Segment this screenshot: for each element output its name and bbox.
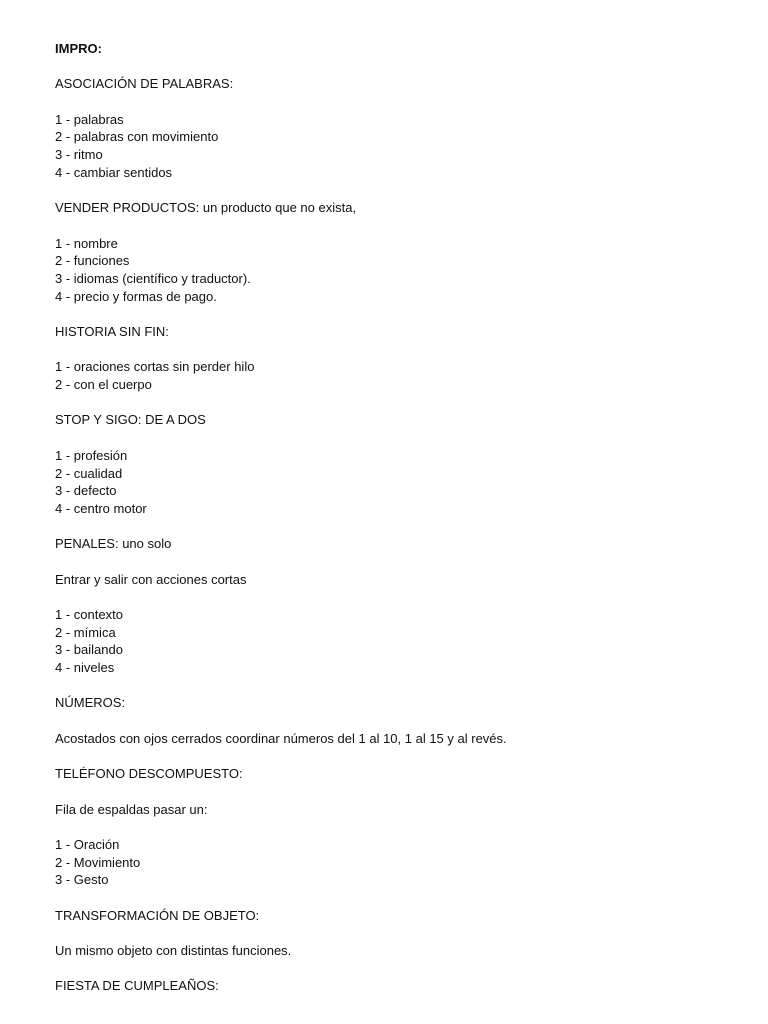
spacer [55,429,745,447]
list-item: 1 - nombre [55,235,118,251]
spacer [55,748,745,766]
list-item: 1 - Oración [55,836,120,852]
section-heading: TELÉFONO DESCOMPUESTO: [55,766,243,782]
list-item: 2 - con el cuerpo [55,377,152,393]
section-note: Acostados con ojos cerrados coordinar números del 1 al 10, 1 al 15 y al revés. [55,730,507,746]
section-heading: STOP Y SIGO: DE A DOS [55,412,206,428]
spacer [55,924,745,942]
section-heading: FIESTA DE CUMPLEAÑOS: [55,978,219,994]
spacer [55,58,745,76]
list-item: 3 - Gesto [55,872,109,888]
spacer [55,553,745,571]
spacer [55,889,745,907]
spacer [55,783,745,801]
section-note: Un mismo objeto con distintas funciones. [55,943,292,959]
spacer [55,305,745,323]
list-item: 1 - profesión [55,447,128,463]
list-item: 2 - funciones [55,253,130,269]
document-title: IMPRO: [55,41,102,56]
spacer [55,341,745,359]
list-item: 2 - palabras con movimiento [55,129,219,145]
section-heading: HISTORIA SIN FIN: [55,324,169,339]
section-heading: NÚMEROS: [55,695,126,711]
list-item: 4 - centro motor [55,500,147,516]
list-item: 1 - palabras [55,111,124,127]
list-item: 4 - cambiar sentidos [55,164,173,180]
spacer [55,677,745,695]
spacer [55,394,745,412]
spacer [55,712,745,730]
section-heading: ASOCIACIÓN DE PALABRAS: [55,76,234,92]
section-heading: PENALES: uno solo [55,536,172,552]
list-item: 3 - defecto [55,483,117,499]
list-item: 3 - bailando [55,642,123,658]
section-note: Fila de espaldas pasar un: [55,801,208,817]
spacer [55,518,745,536]
spacer [55,818,745,836]
section-note: Entrar y salir con acciones cortas [55,571,247,587]
spacer [55,217,745,235]
list-item: 3 - idiomas (científico y traductor). [55,270,251,286]
list-item: 2 - mímica [55,624,116,640]
list-item: 1 - oraciones cortas sin perder hilo [55,359,255,375]
spacer [55,588,745,606]
section-heading: VENDER PRODUCTOS: un producto que no exista, [55,200,357,216]
spacer [55,960,745,978]
list-item: 4 - precio y formas de pago. [55,288,217,304]
list-item: 3 - ritmo [55,147,103,163]
list-item: 1 - contexto [55,607,123,622]
section-heading: TRANSFORMACIÓN DE OBJETO: [55,907,260,923]
spacer [55,93,745,111]
document-page [55,40,745,995]
spacer [55,182,745,200]
list-item: 2 - Movimiento [55,854,141,870]
list-item: 4 - niveles [55,660,115,676]
list-item: 2 - cualidad [55,465,123,481]
